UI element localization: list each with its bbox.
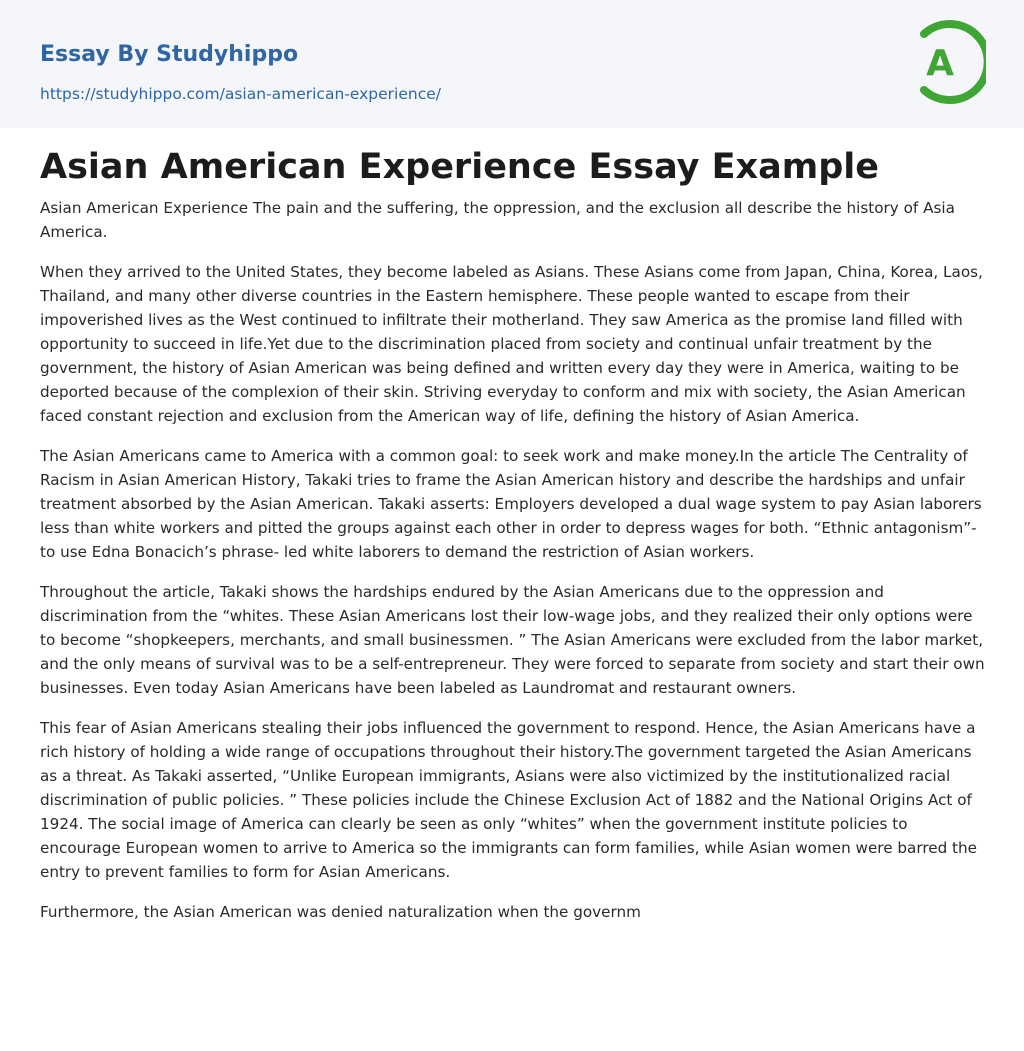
site-header xyxy=(0,0,1024,128)
paragraph-5: This fear of Asian Americans stealing their jobs influenced the government to respond. Hence, the Asian Americans have a rich history of holding a wide range of occupations throughout their history.The government targeted the Asian Americans as a threat. As Takaki asserted, “Unlike European immigrants, Asians were also victimized by the institutionalized racial discrimination of public policies. ” These policies include the Chinese Exclusion Act of 1882 and the National Origins Act of 1924. The social image of America can clearly be seen as only “whites” when the government institute policies to encourage European women to arrive to America so the immigrants can form families, while Asian women were barred the entry to prevent families to form for Asian Americans. xyxy=(40,719,977,881)
paragraph-1: Asian American Experience The pain and the suffering, the oppression, and the exclusion all describe the history of Asia America. xyxy=(40,199,955,241)
site-brand[interactable]: Essay By Studyhippo xyxy=(40,42,299,67)
paragraph-2: When they arrived to the United States, they become labeled as Asians. These Asians come from Japan, China, Korea, Laos, Thailand, and many other diverse countries in the Eastern hemisphere. These people wanted to escape from their impoverished lives as the West continued to infiltrate their motherland. They saw America as the promise land filled with opportunity to succeed in life.Yet due to the discrimination placed from society and continual unfair treatment by the government, the history of Asian American was being defined and written every day they were in America, waiting to be deported because of the complexion of their skin. Striving everyday to conform and mix with society, the Asian American faced constant rejection and exclusion from the American way of life, defining the history of Asian America. xyxy=(40,263,983,425)
paragraph-3: The Asian Americans came to America with a common goal: to seek work and make money.In the article The Centrality of Racism in Asian American History, Takaki tries to frame the Asian American history and describe the hardships and unfair treatment absorbed by the Asian American. Takaki asserts: Employers developed a dual wage system to pay Asian laborers less than white workers and pitted the groups against each other in order to depress wages for both. “Ethnic antagonism”- to use Edna Bonacich’s phrase- led white laborers to demand the restriction of Asian workers. xyxy=(40,447,982,561)
page-title: Asian American Experience Essay Example xyxy=(40,147,879,187)
paragraph-4: Throughout the article, Takaki shows the hardships endured by the Asian Americans due to the oppression and discrimination from the “whites. These Asian Americans lost their low-wage jobs, and they realized their only options were to become “shopkeepers, merchants, and small businessmen. ” The Asian Americans were excluded from the labor market, and the only means of survival was to be a self-entrepreneur. They were forced to separate from society and start their own businesses. Even today Asian Americans have been labeled as Laundromat and restaurant owners. xyxy=(40,583,985,697)
article xyxy=(40,144,986,940)
source-url-link[interactable]: https://studyhippo.com/asian-american-experience/ xyxy=(40,85,441,103)
studyhippo-logo[interactable] xyxy=(912,20,986,104)
logo-a-icon xyxy=(912,20,986,104)
svg-text:A: A xyxy=(926,43,954,84)
paragraph-6: Furthermore, the Asian American was denied naturalization when the governm xyxy=(40,903,641,921)
